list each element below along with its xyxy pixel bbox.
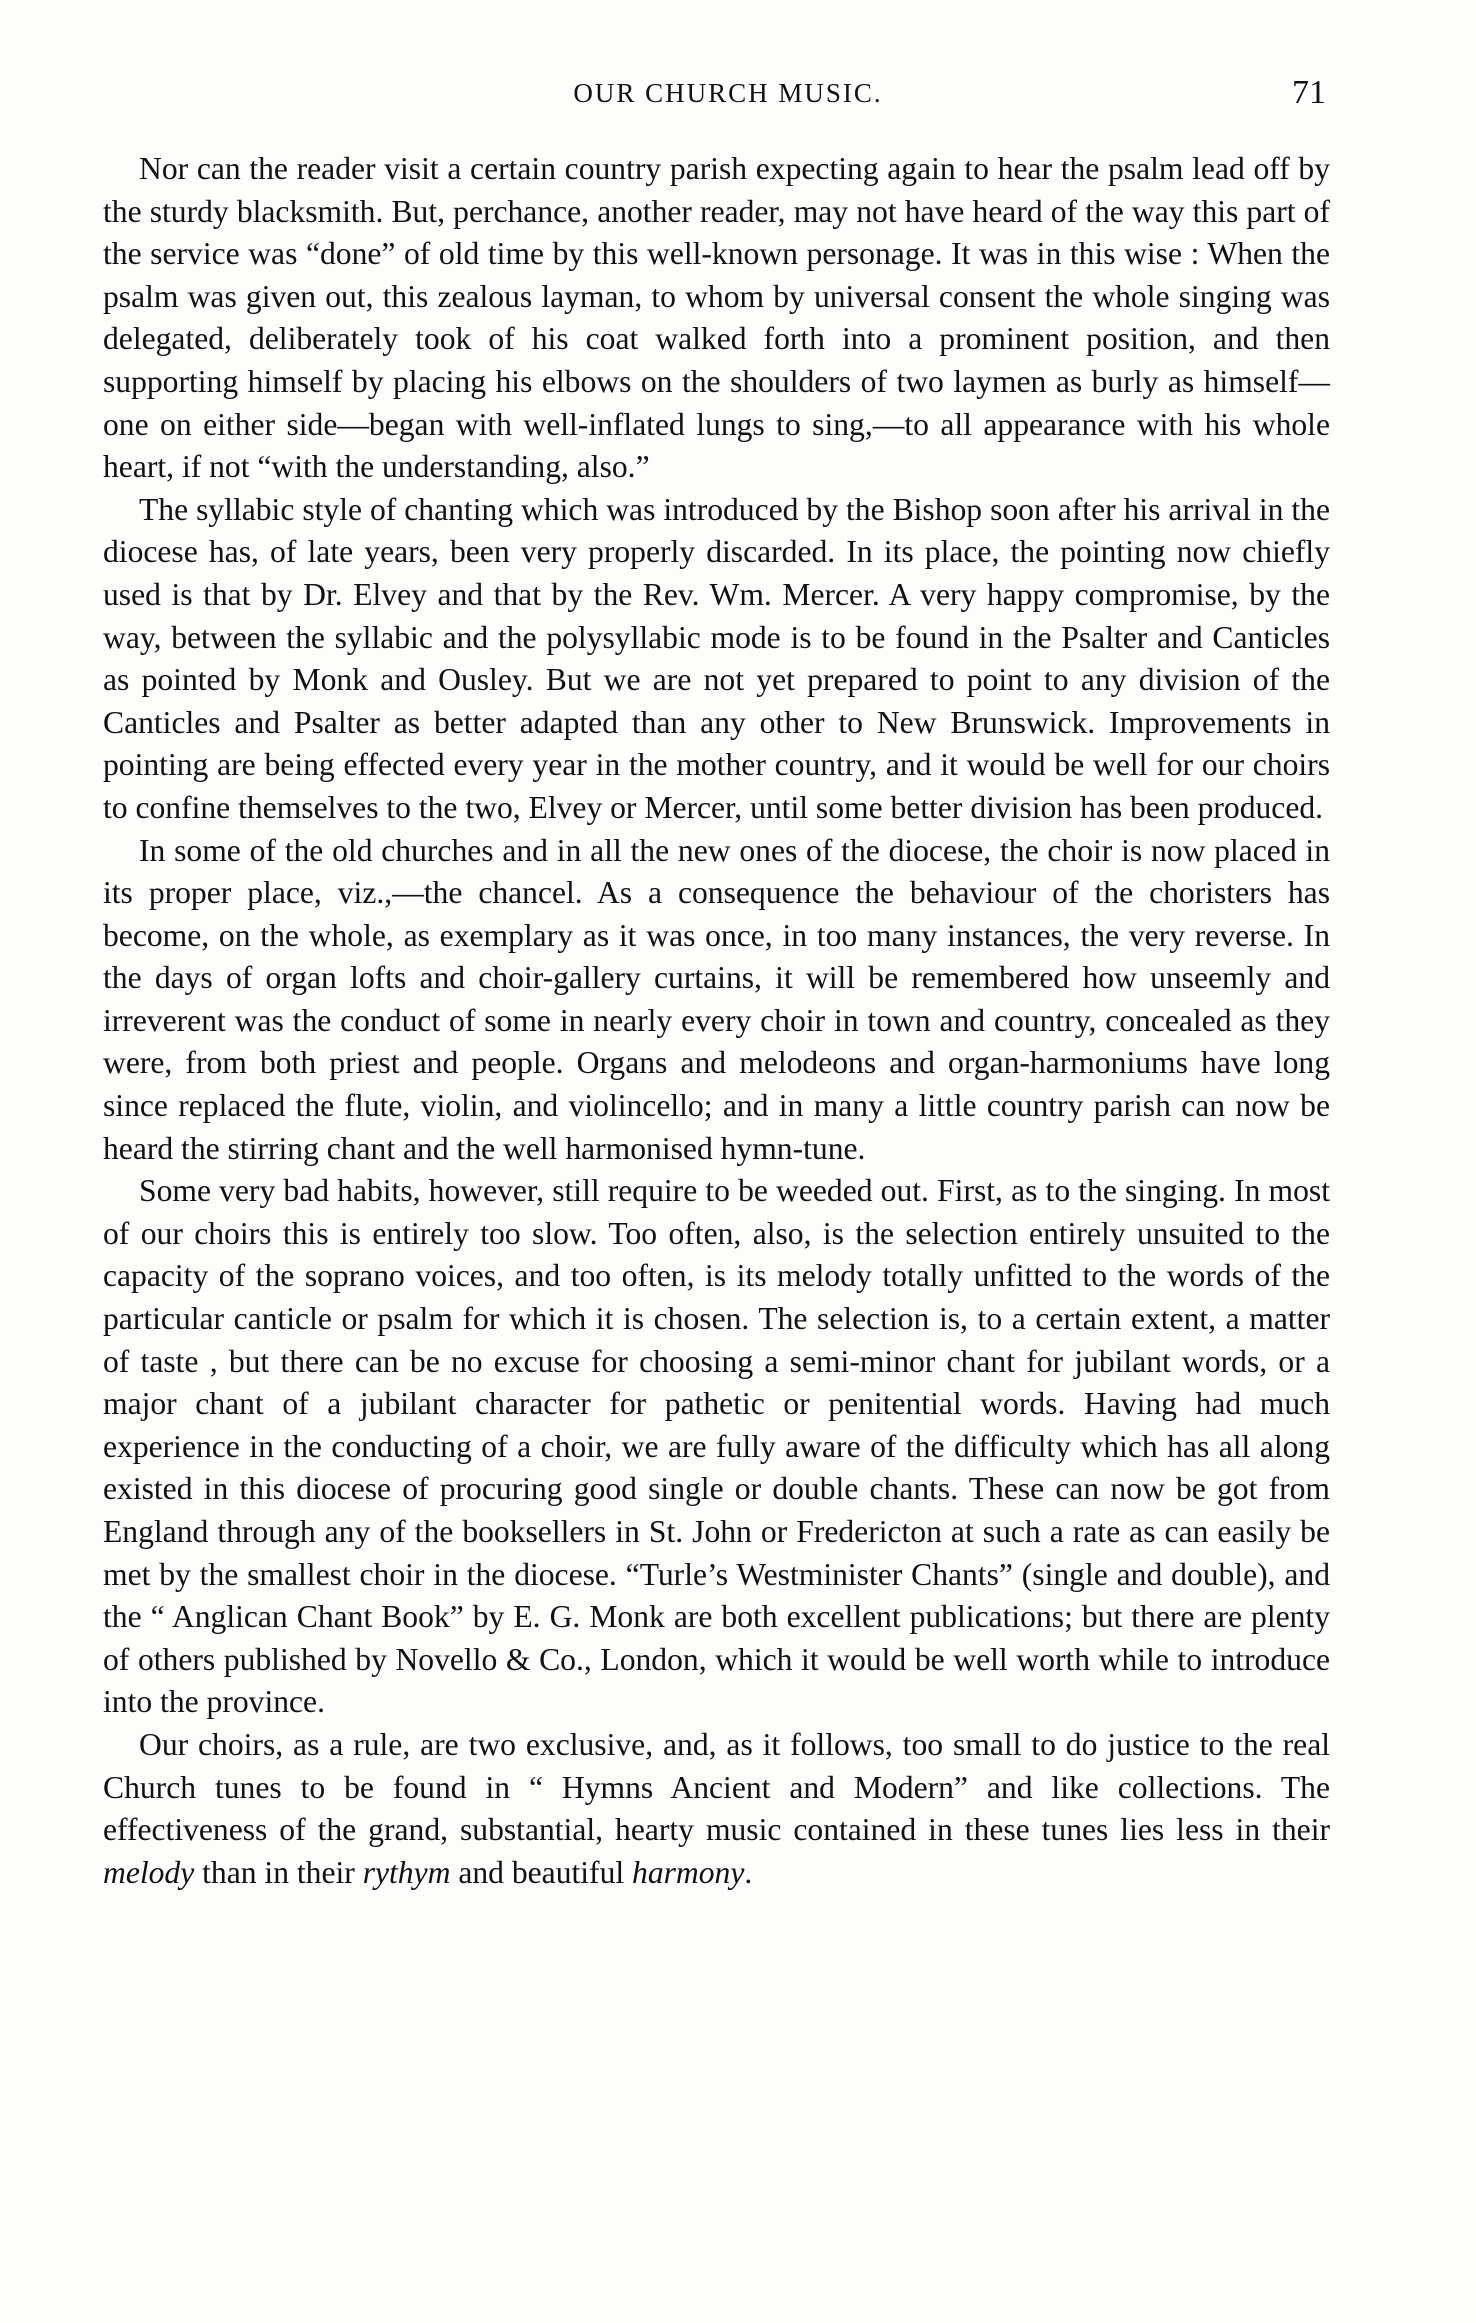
- running-head: OUR CHURCH MUSIC.: [573, 78, 883, 108]
- italic-rythym: rythym: [362, 1854, 451, 1890]
- paragraph-5: [103, 1724, 1330, 1894]
- paragraph-4: Some very bad habits, however, still require to be weeded out. First, as to the singing. In most of our choirs this is entirely too slow. Too often, also, is the selection entirely unsuited to the capacity of the soprano voices, and too often, is its melody totally unfitted to the words of the particular canticle or psalm for which it is chosen. The selection is, to a certain extent, a matter of taste , but there can be no excuse for choosing a semi-minor chant for jubilant words, or a major chant of a jubilant character for pathetic or penitential words. Having had much experience in the conducting of a choir, we are fully aware of the difficulty which has all along existed in this diocese of procuring good single or double chants. These can now be got from England through any of the booksellers in St. John or Fredericton at such a rate as can easily be met by the smallest choir in the diocese. “Turle’s Westminister Chants” (single and double), and the “ Anglican Chant Book” by E. G. Monk are both excellent publications; but there are plenty of others published by Novello & Co., London, which it would be well worth while to introduce into the province.: [103, 1173, 1330, 1720]
- paragraph-5-text-b: than in their: [194, 1854, 363, 1890]
- italic-harmony: harmony: [632, 1854, 745, 1890]
- italic-melody: melody: [103, 1854, 195, 1890]
- paragraph-3: In some of the old churches and in all the new ones of the diocese, the choir is now placed in its proper place, viz.,—the chancel. As a consequence the behaviour of the choristers has become, on the whole, as exemplary as it was once, in too many instances, the very reverse. In the days of organ lofts and choir-gallery curtains, it will be remembered how unseemly and irreverent was the conduct of some in nearly every choir in town and country, concealed as they were, from both priest and people. Organs and melodeons and organ-harmoniums have long since replaced the flute, violin, and violincello; and in many a little country parish can now be heard the stirring chant and the well harmonised hymn-tune.: [103, 832, 1330, 1166]
- paragraph-5-text-c: and beautiful: [450, 1854, 633, 1890]
- paragraph-5-text-a: Our choirs, as a rule, are two exclusive, and, as it follows, too small to do justice to the real Church tunes to be found in “ Hymns Ancient and Modern” and like collections. The effectiveness of the grand, substantial, hearty music contained in these tunes lies less in their: [103, 1726, 1330, 1848]
- page-header: [130, 74, 1326, 118]
- page-number: 71: [1292, 74, 1326, 111]
- body-text: [103, 148, 1330, 1894]
- paragraph-1: Nor can the reader visit a certain country parish expecting again to hear the psalm lead off by the sturdy blacksmith. But, perchance, another reader, may not have heard of the way this part of the service was “done” of old time by this well-known personage. It was in this wise : When the psalm was given out, this zealous layman, to whom by universal consent the whole singing was delegated, deliberately took of his coat walked forth into a prominent position, and then supporting himself by placing his elbows on the shoulders of two laymen as burly as himself—one on either side—began with well-inflated lungs to sing,—to all appearance with his whole heart, if not “with the understanding, also.”: [103, 151, 1330, 485]
- paragraph-2: The syllabic style of chanting which was introduced by the Bishop soon after his arrival in the diocese has, of late years, been very properly discarded. In its place, the pointing now chiefly used is that by Dr. Elvey and that by the Rev. Wm. Mercer. A very happy compromise, by the way, between the syllabic and the polysyllabic mode is to be found in the Psalter and Canticles as pointed by Monk and Ousley. But we are not yet prepared to point to any division of the Canticles and Psalter as better adapted than any other to New Brunswick. Improvements in pointing are being effected every year in the mother country, and it would be well for our choirs to confine themselves to the two, Elvey or Mercer, until some better division has been produced.: [103, 491, 1330, 825]
- paragraph-5-text-end: .: [744, 1854, 753, 1890]
